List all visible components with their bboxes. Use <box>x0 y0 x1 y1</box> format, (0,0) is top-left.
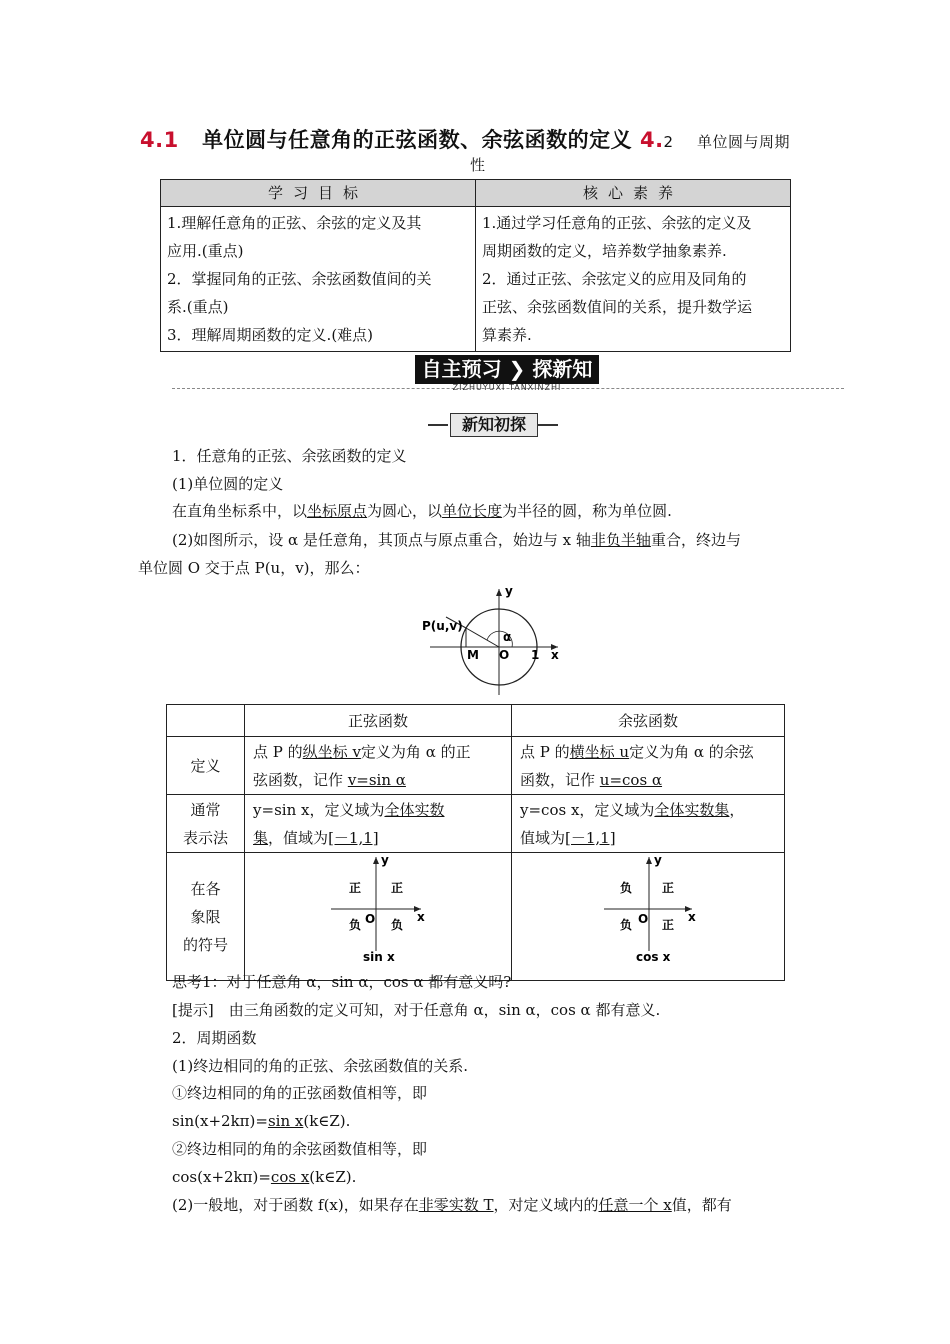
point-p-label: P(u,v) <box>422 619 463 633</box>
page-title <box>140 124 790 154</box>
svg-text:y: y <box>381 853 389 867</box>
row-label-definition: 定义 <box>167 737 245 795</box>
m-label: M <box>467 648 479 662</box>
divider-left <box>428 424 448 426</box>
sin-q3: 负 <box>349 918 362 932</box>
cos-name: cos x <box>636 950 671 964</box>
row-label-notation: 通常 表示法 <box>167 795 245 853</box>
unit-label: 1 <box>531 648 540 662</box>
heading-1-1: (1)单位圆的定义 <box>172 475 284 493</box>
preview-banner: 自主预习 ❯ 探新知 <box>415 355 599 384</box>
goal-line: 2．掌握同角的正弦、余弦函数值间的关 <box>167 270 432 288</box>
literacy-line: 算素养. <box>482 326 532 344</box>
sin-q4: 负 <box>391 918 404 932</box>
literacy-line: 1.通过学习任意角的正弦、余弦的定义及 <box>482 214 752 232</box>
goal-line: 3．理解周期函数的定义.(难点) <box>167 326 374 344</box>
heading-1: 1．任意角的正弦、余弦函数的定义 <box>172 447 407 465</box>
clause-2: ②终边相同的角的余弦函数值相等，即 <box>172 1140 428 1158</box>
svg-text:O: O <box>365 912 376 926</box>
sin-q1: 正 <box>391 881 404 895</box>
think-question: 思考1：对于任意角 α，sin α，cos α 都有意义吗? <box>172 973 512 991</box>
preview-banner-sub: ZIZHUYUXI TANXINZHI <box>452 383 562 392</box>
sin-q2: 正 <box>349 881 362 895</box>
section-badge: 新知初探 <box>450 413 538 437</box>
sin-signs-diagram <box>245 853 509 971</box>
goals-cell <box>161 207 476 352</box>
goals-header: 学习目标 <box>161 180 476 207</box>
sin-notation: y=sin x，定义域为全体实数 集，值域为[－1,1] <box>245 795 512 853</box>
clause-1: ①终边相同的角的正弦函数值相等，即 <box>172 1084 428 1102</box>
cos-q1: 正 <box>662 881 675 895</box>
cos-definition: 点 P 的横坐标 u定义为角 α 的余弦 函数，记作 u=cos α <box>512 737 785 795</box>
periodic-definition: (2)一般地，对于函数 f(x)，如果存在非零实数 T，对定义域内的任意一个 x值，都有 <box>172 1196 732 1214</box>
goals-table <box>160 179 791 352</box>
svg-text:x: x <box>417 910 425 924</box>
row-label-signs: 在各 象限 的符号 <box>167 853 245 981</box>
cos-signs-diagram <box>512 853 784 971</box>
cos-header: 余弦函数 <box>512 705 785 737</box>
goal-line: 1.理解任意角的正弦、余弦的定义及其 <box>167 214 422 232</box>
literacy-line: 周期函数的定义，培养数学抽象素养. <box>482 242 727 260</box>
literacy-header: 核心素养 <box>476 180 791 207</box>
cos-q3: 负 <box>620 918 633 932</box>
section-number-2: 4. <box>639 128 664 152</box>
paragraph: (2)如图所示，设 α 是任意角，其顶点与原点重合，始边与 x 轴非负半轴重合，终边与 <box>172 531 741 549</box>
sin-header: 正弦函数 <box>245 705 512 737</box>
cos-notation: y=cos x，定义域为全体实数集， 值域为[－1,1] <box>512 795 785 853</box>
literacy-line: 正弦、余弦函数值间的关系，提升数学运 <box>482 298 753 316</box>
title-tail: 单位圆与周期 <box>697 133 791 151</box>
x-axis-label: x <box>551 648 559 662</box>
heading-2: 2．周期函数 <box>172 1029 257 1047</box>
sin-definition: 点 P 的纵坐标 v定义为角 α 的正 弦函数，记作 v=sin α <box>245 737 512 795</box>
corner-cell <box>167 705 245 737</box>
divider-right <box>538 424 558 426</box>
cos-q2: 负 <box>620 881 633 895</box>
sin-signs-cell <box>245 853 512 981</box>
alpha-label: α <box>503 630 512 644</box>
paragraph: 单位圆 O 交于点 P(u，v)，那么： <box>138 559 370 577</box>
title-line2: 性 <box>470 156 486 174</box>
definition-table <box>166 704 785 981</box>
heading-2-1: (1)终边相同的角的正弦、余弦函数值的关系. <box>172 1057 469 1075</box>
svg-text:O: O <box>638 912 649 926</box>
hint: [提示] 由三角函数的定义可知，对于任意角 α，sin α，cos α 都有意义. <box>172 1001 661 1019</box>
origin-label: O <box>499 648 510 662</box>
goal-line: 应用.(重点) <box>167 242 244 260</box>
goal-line: 系.(重点) <box>167 298 229 316</box>
svg-text:x: x <box>688 910 696 924</box>
cos-q4: 正 <box>662 918 675 932</box>
y-axis-label: y <box>505 585 513 598</box>
section-number: 4.1 <box>140 128 179 152</box>
svg-text:y: y <box>654 853 662 867</box>
cos-signs-cell <box>512 853 785 981</box>
sin-name: sin x <box>363 950 395 964</box>
literacy-cell <box>476 207 791 352</box>
paragraph: 在直角坐标系中，以坐标原点为圆心，以单位长度为半径的圆，称为单位圆. <box>172 502 672 520</box>
section-number-2-sub: 2 <box>663 133 674 151</box>
literacy-line: 2．通过正弦、余弦定义的应用及同角的 <box>482 270 747 288</box>
formula-2: cos(x+2kπ)=cos x(k∈Z). <box>172 1168 357 1186</box>
title-main: 单位圆与任意角的正弦函数、余弦函数的定义 <box>202 128 633 152</box>
formula-1: sin(x+2kπ)=sin x(k∈Z). <box>172 1112 351 1130</box>
unit-circle-figure <box>420 585 565 697</box>
